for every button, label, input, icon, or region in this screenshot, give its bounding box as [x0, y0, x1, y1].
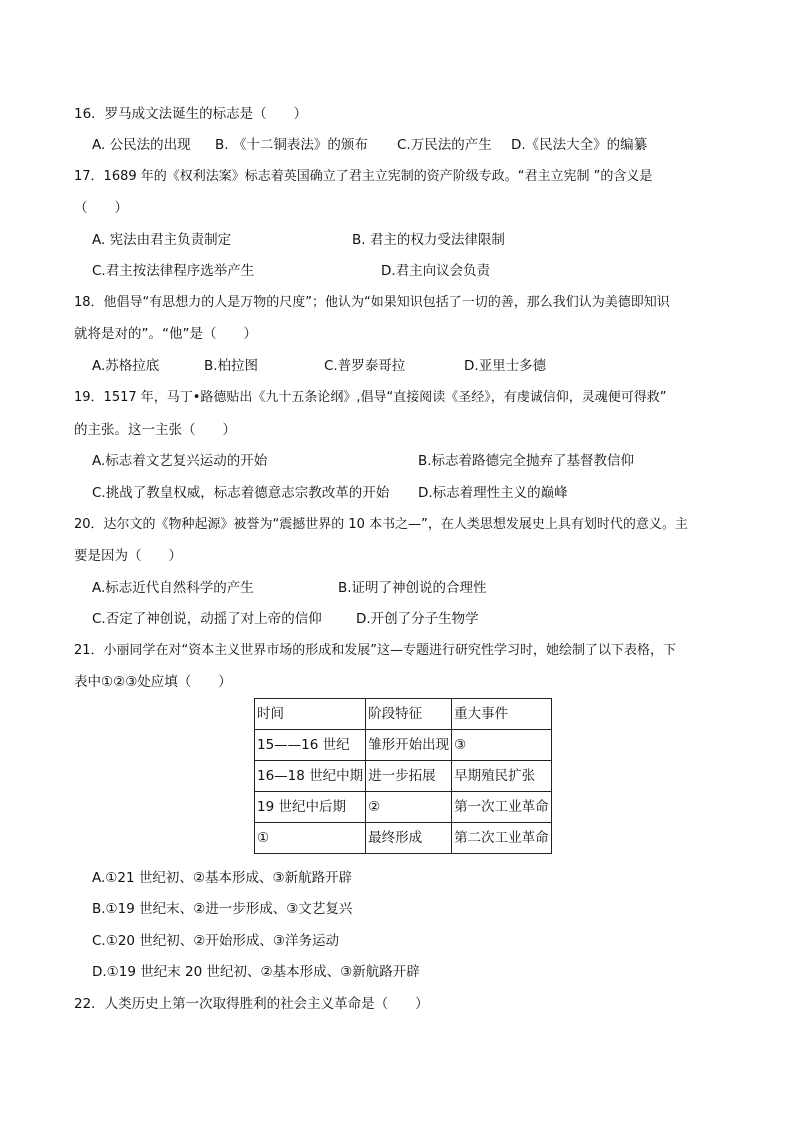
- question-18-option-a: A.苏格拉底: [92, 358, 160, 374]
- question-20-option-a: A.标志近代自然科学的产生: [92, 580, 254, 596]
- table-row: [255, 792, 552, 823]
- table-header-cell: 阶段特征: [366, 699, 452, 730]
- table-header-row: [255, 699, 552, 730]
- table-cell: ③: [452, 730, 552, 761]
- question-21-option-c: C.①20 世纪初、②开始形成、③洋务运动: [92, 933, 339, 949]
- question-21-option-d: D.①19 世纪末 20 世纪初、②基本形成、③新航路开辟: [92, 964, 420, 980]
- question-17-stem: 17．1689 年的《权利法案》标志着英国确立了君主立宪制的资产阶级专政。“君主立宪制 ”的含义是: [74, 169, 653, 184]
- question-17-option-a: A. 宪法由君主负责制定: [92, 232, 232, 248]
- question-17-option-d: D.君主向议会负责: [381, 263, 491, 279]
- question-20-option-c: C.否定了神创说，动摇了对上帝的信仰: [92, 611, 322, 627]
- question-20-option-b: B.证明了神创说的合理性: [338, 580, 487, 596]
- question-21-stem: 21．小丽同学在对“资本主义世界市场的形成和发展”这—专题进行研究性学习时，她绘制了以下表格，下: [74, 643, 677, 658]
- table-cell: 第二次工业革命: [452, 823, 552, 854]
- question-16-option-d: D.《民法大全》的编纂: [511, 137, 648, 153]
- table-cell: ②: [366, 792, 452, 823]
- table-cell: 雏形开始出现: [366, 730, 452, 761]
- question-19-option-c: C.挑战了教皇权威，标志着德意志宗教改革的开始: [92, 485, 390, 501]
- question-17-stem-cont: （ ）: [74, 200, 128, 216]
- table-cell: 第一次工业革命: [452, 792, 552, 823]
- question-19-stem-cont: 的主张。这一主张（ ）: [74, 422, 236, 438]
- question-20-stem: 20．达尔文的《物种起源》被誉为“震撼世界的 10 本书之—”，在人类思想发展史上具有划时代的意义。主: [74, 517, 688, 532]
- table-row: [255, 730, 552, 761]
- table-cell: 16—18 世纪中期: [255, 761, 366, 792]
- table-cell: 19 世纪中后期: [255, 792, 366, 823]
- table-row: [255, 761, 552, 792]
- question-18-option-b: B.柏拉图: [204, 358, 259, 374]
- table-row: [255, 823, 552, 854]
- question-22-stem: 22．人类历史上第一次取得胜利的社会主义革命是（ ）: [74, 996, 429, 1012]
- question-16-option-c: C.万民法的产生: [397, 137, 492, 153]
- question-17-option-b: B. 君主的权力受法律限制: [352, 232, 505, 248]
- table-cell: 最终形成: [366, 823, 452, 854]
- question-16-option-b: B. 《十二铜表法》的颁布: [215, 137, 368, 153]
- question-19-option-b: B.标志着路德完全抛弃了基督教信仰: [418, 453, 635, 469]
- table-cell: 早期殖民扩张: [452, 761, 552, 792]
- table-cell: ①: [255, 823, 366, 854]
- question-17-option-c: C.君主按法律程序选举产生: [92, 263, 255, 279]
- table-cell: 15——16 世纪: [255, 730, 366, 761]
- question-20-stem-cont: 要是因为（ ）: [74, 548, 182, 564]
- question-16-option-a: A. 公民法的出现: [92, 137, 191, 153]
- question-19-stem: 19．1517 年，马丁•路德贴出《九十五条论纲》,倡导“直接阅读《圣经》，有虔诚信仰，灵魂便可得救”: [74, 390, 667, 405]
- question-18-stem: 18．他倡导“有思想力的人是万物的尺度”；他认为“如果知识包括了一切的善，那么我们认为美德即知识: [74, 295, 670, 310]
- question-19-option-a: A.标志着文艺复兴运动的开始: [92, 453, 268, 469]
- table-cell: 进一步拓展: [366, 761, 452, 792]
- question-21-option-a: A.①21 世纪初、②基本形成、③新航路开辟: [92, 870, 353, 886]
- question-20-option-d: D.开创了分子生物学: [356, 611, 479, 627]
- question-21-stem-cont: 表中①②③处应填（ ）: [74, 674, 232, 690]
- question-18-option-c: C.普罗泰哥拉: [324, 358, 406, 374]
- table-header-cell: 时间: [255, 699, 366, 730]
- table-header-cell: 重大事件: [452, 699, 552, 730]
- question-19-option-d: D.标志着理性主义的巅峰: [418, 485, 568, 501]
- question-18-stem-cont: 就将是对的”。“他”是（ ）: [74, 326, 257, 342]
- question-21-option-b: B.①19 世纪末、②进一步形成、③文艺复兴: [92, 901, 353, 917]
- question-16-stem: 16．罗马成文法诞生的标志是（ ）: [74, 106, 308, 122]
- question-18-option-d: D.亚里士多德: [464, 358, 547, 374]
- question-21-table: [254, 698, 552, 854]
